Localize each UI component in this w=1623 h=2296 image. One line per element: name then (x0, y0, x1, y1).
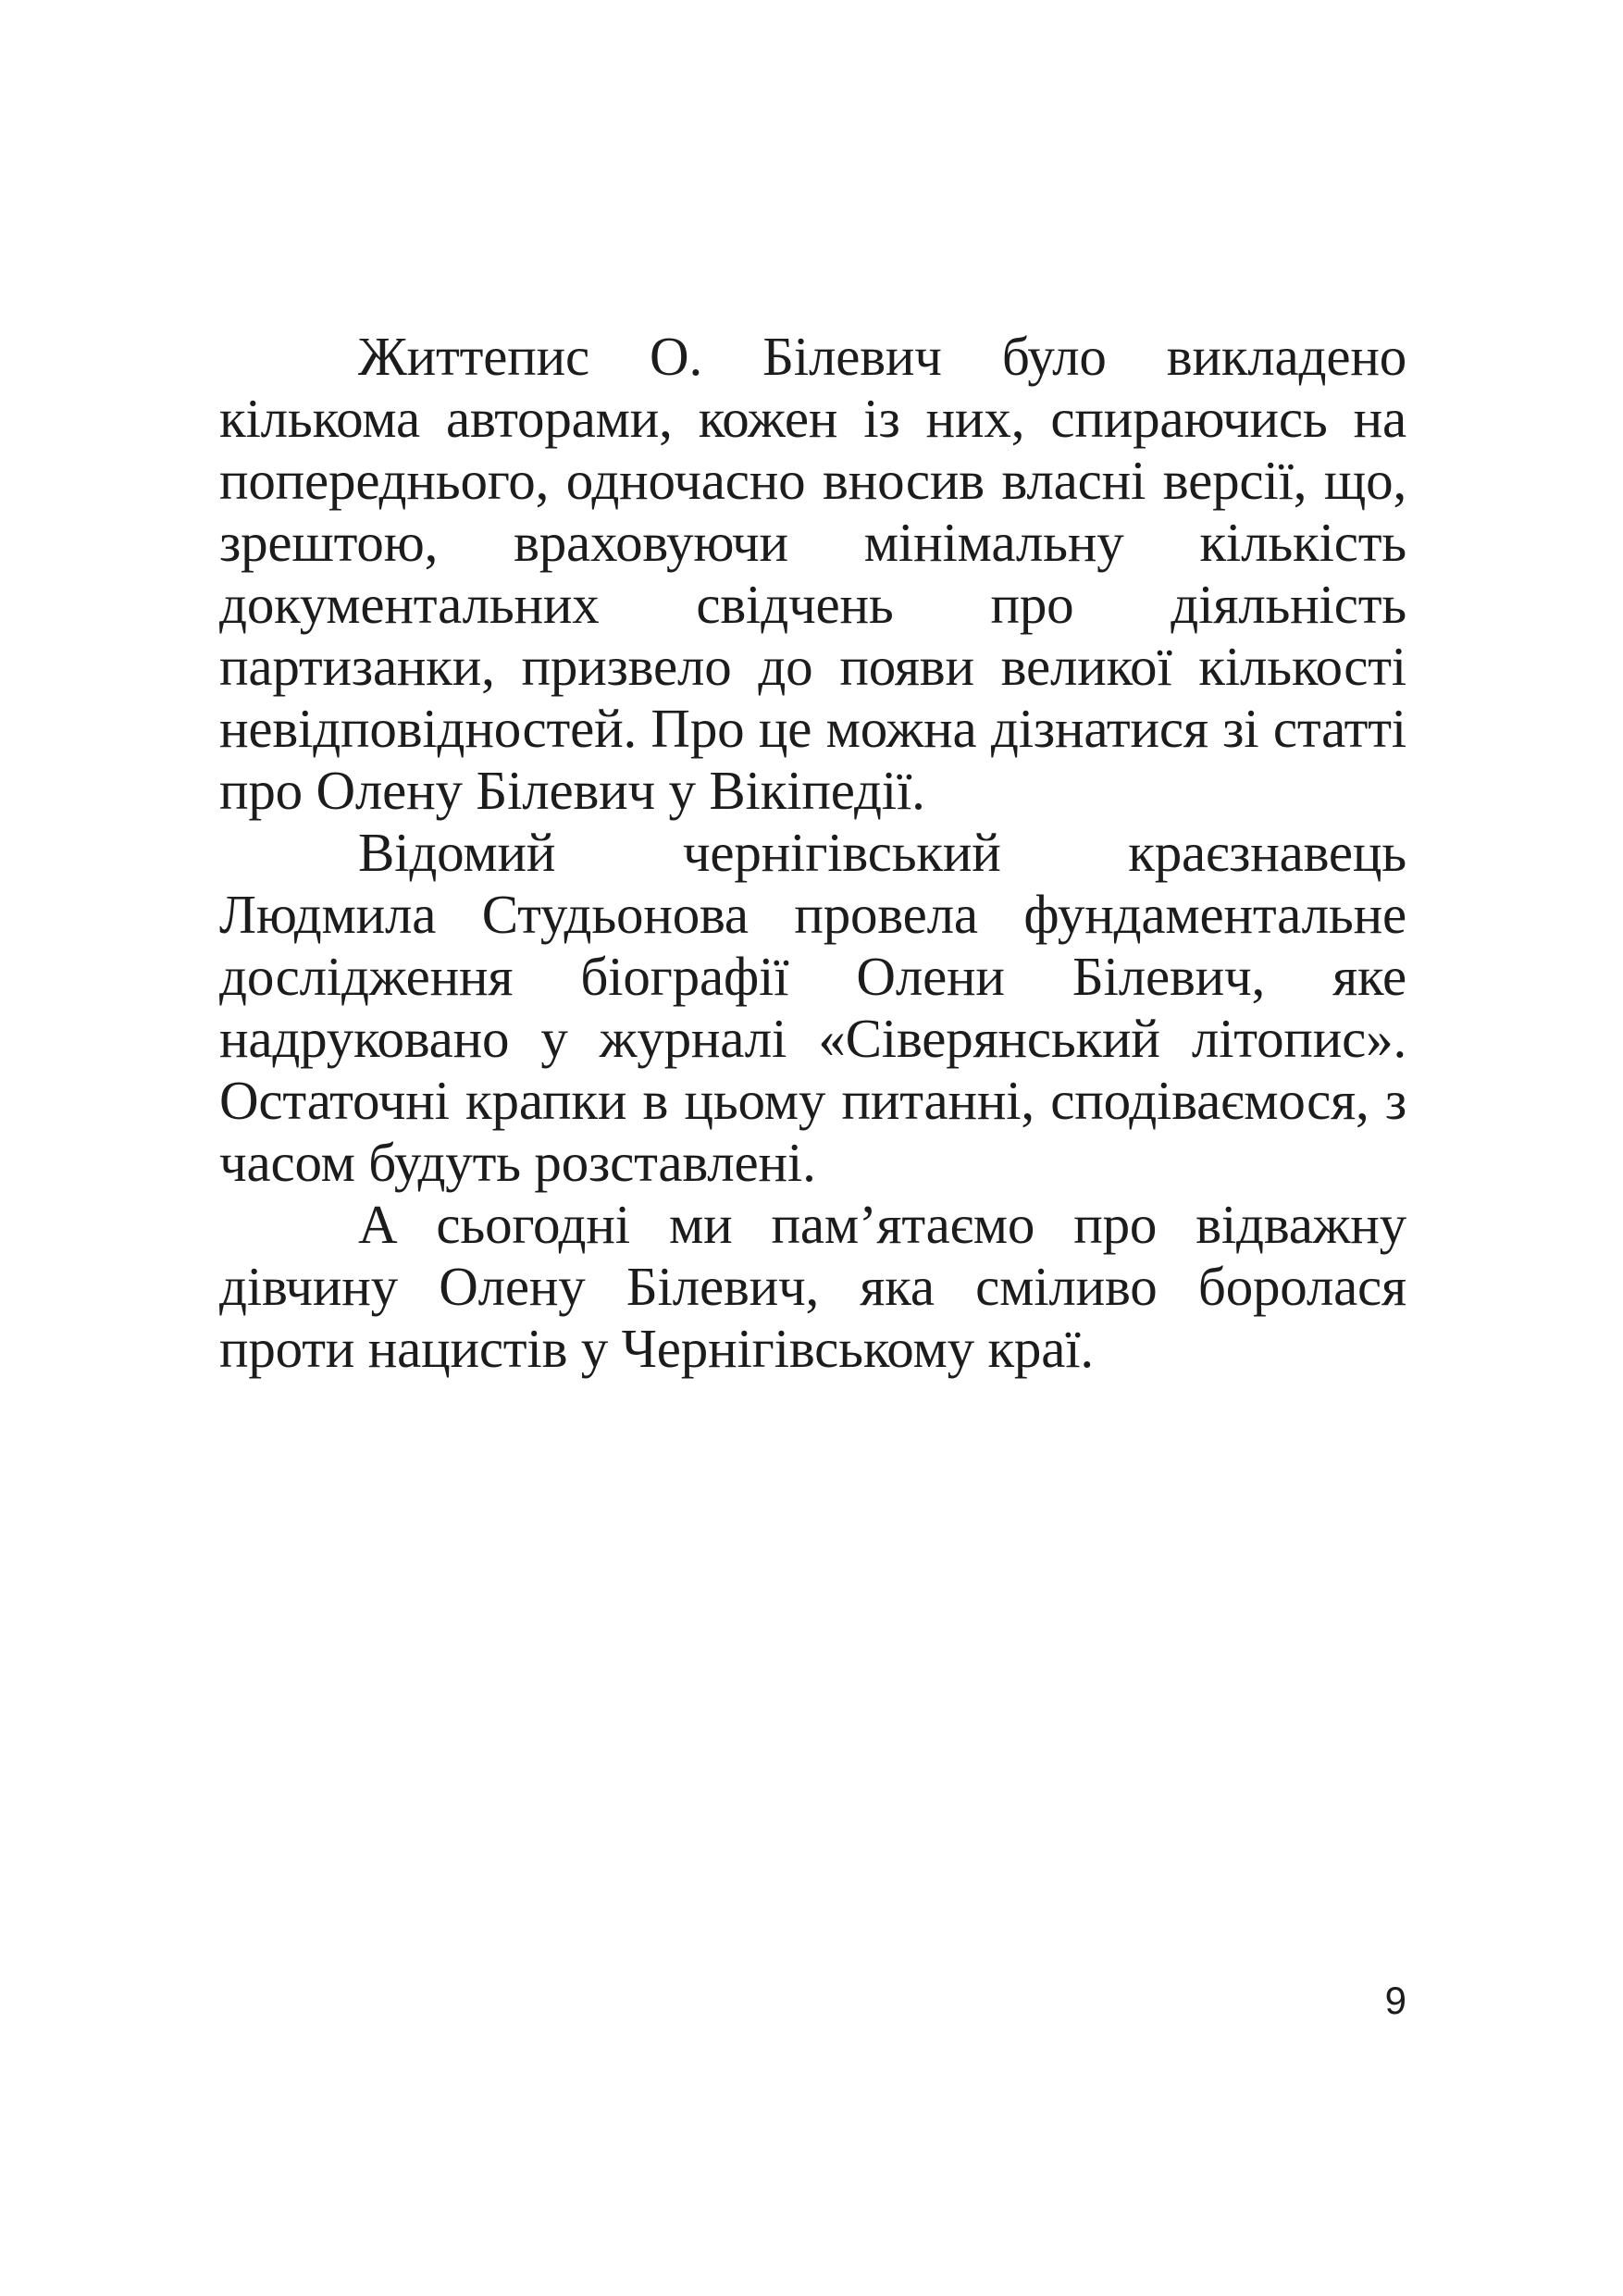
paragraph: А сьогодні ми пам’ятаємо про відважну дівчину Олену Білевич, яка сміливо боролася проти нацистів у Чернігівському краї. (219, 1194, 1406, 1379)
body-text (219, 326, 1406, 1380)
paragraph: Життепис О. Білевич було викладено кількома авторами, кожен із них, спираючись на попереднього, одночасно вносив власні версії, що, зрештою, враховуючи мінімальну кількість документальних свідчень про діяльність партизанки, призвело до появи великої кількості невідповідностей. Про це можна дізнатися зі статті про Олену Білевич у Вікіпедії. (219, 326, 1406, 821)
page-number: 9 (1384, 1979, 1406, 2022)
paragraph: Відомий чернігівський краєзнавець Людмила Студьонова провела фундаментальне дослідження біографії Олени Білевич, яке надруковано у журналі «Сіверянський літопис». Остаточні крапки в цьому питанні, сподіваємося, з часом будуть розставлені. (219, 822, 1406, 1193)
